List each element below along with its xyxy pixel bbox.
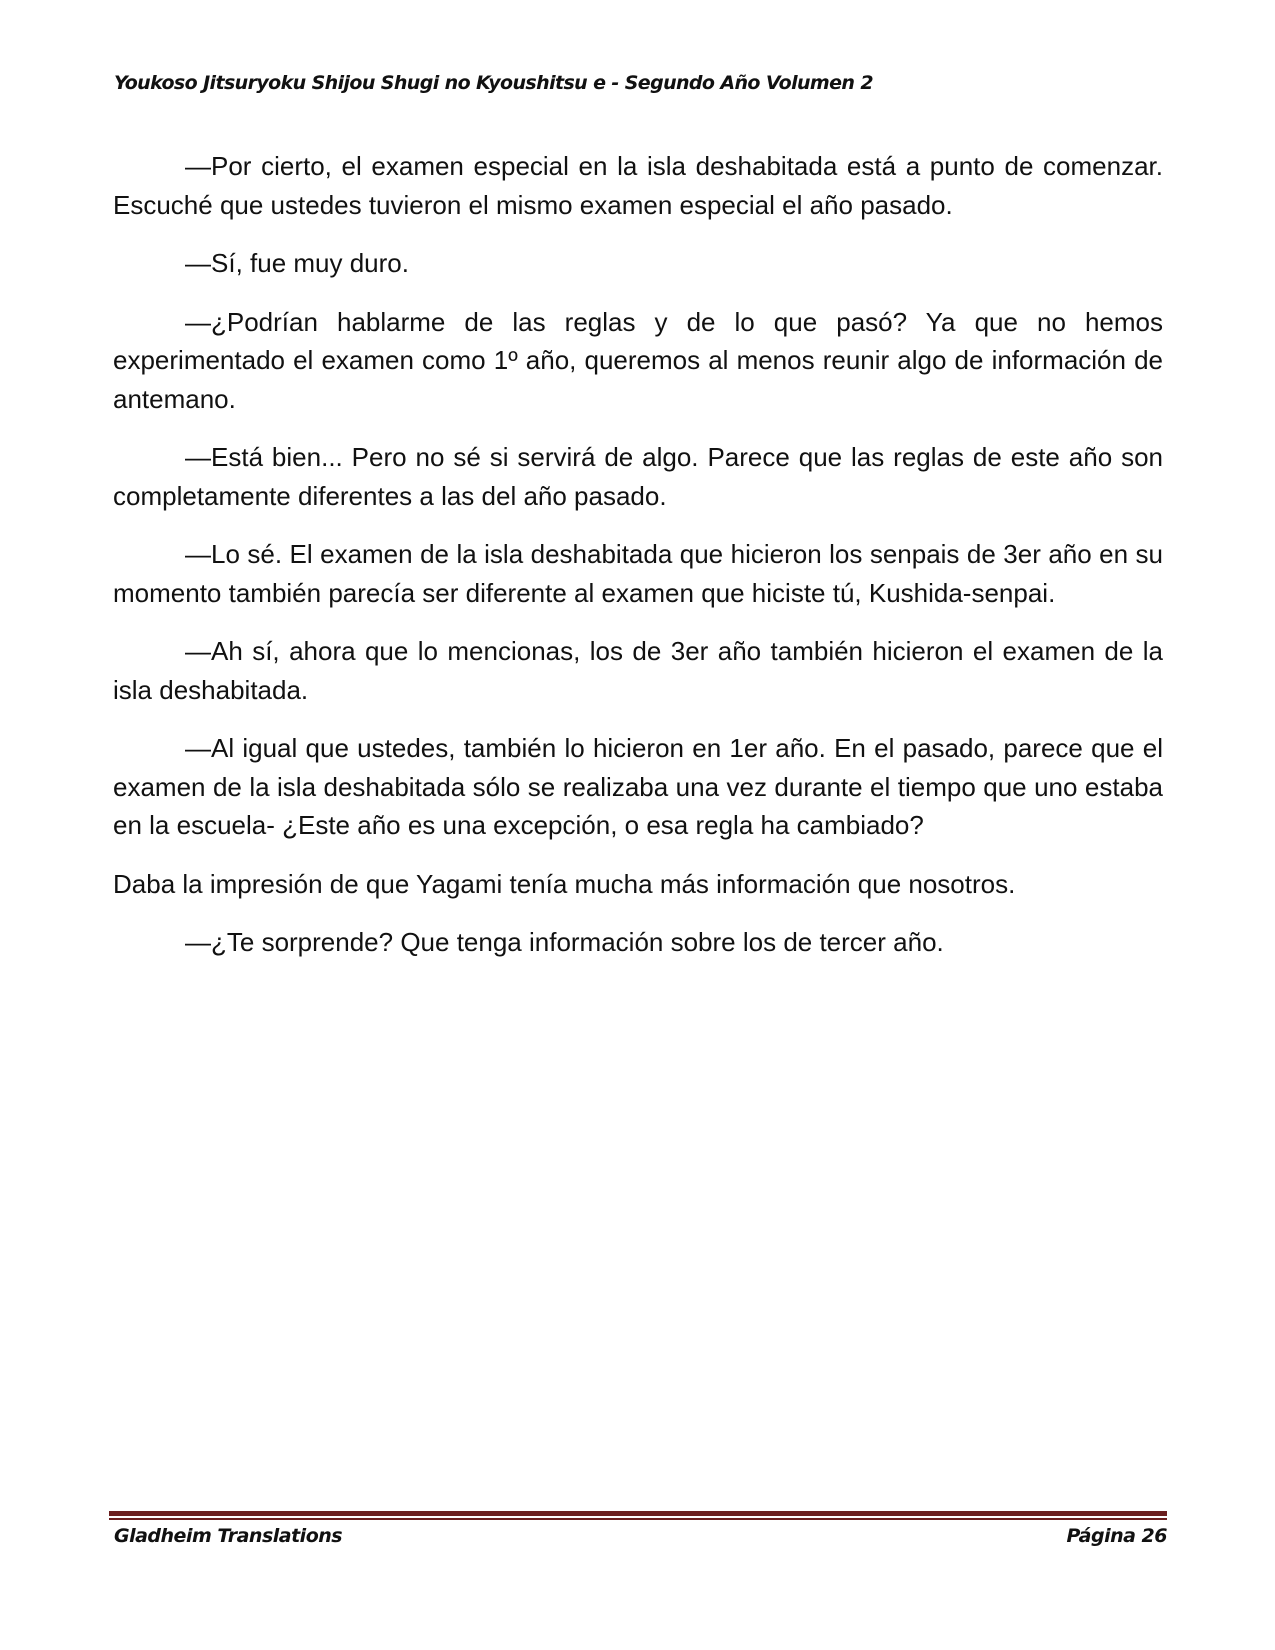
page-number: Página 26 bbox=[1066, 1525, 1167, 1547]
paragraph: Daba la impresión de que Yagami tenía mucha más información que nosotros. bbox=[113, 868, 1016, 899]
paragraph: —Sí, fue muy duro. bbox=[185, 248, 409, 278]
paragraph: —¿Podrían hablarme de las reglas y de lo que pasó? Ya que no hemos experimentado el examen como 1º año, queremos al menos reunir algo de información de antemano. bbox=[113, 306, 1163, 414]
page-header-title: Youkoso Jitsuryoku Shijou Shugi no Kyoushitsu e - Segundo Año Volumen 2 bbox=[114, 72, 873, 94]
paragraph: —Al igual que ustedes, también lo hicieron en 1er año. En el pasado, parece que el examen de la isla deshabitada sólo se realizaba una vez durante el tiempo que uno estaba en la escuela- ¿Este año es una excepción, o esa regla ha cambiado? bbox=[113, 733, 1163, 840]
footer-divider bbox=[109, 1511, 1167, 1521]
footer-divider-thin bbox=[109, 1518, 1167, 1520]
footer-credit: Gladheim Translations bbox=[114, 1525, 343, 1547]
paragraph: —Lo sé. El examen de la isla deshabitada que hicieron los senpais de 3er año en su momento también parecía ser diferente al examen que hiciste tú, Kushida-senpai. bbox=[113, 539, 1163, 608]
footer-divider-thick bbox=[109, 1511, 1167, 1516]
document-body bbox=[113, 147, 1163, 982]
paragraph: —Está bien... Pero no sé si servirá de algo. Parece que las reglas de este año son completamente diferentes a las del año pasado. bbox=[113, 442, 1163, 511]
paragraph: —Ah sí, ahora que lo mencionas, los de 3er año también hicieron el examen de la isla deshabitada. bbox=[113, 636, 1163, 705]
paragraph: —¿Te sorprende? Que tenga información sobre los de tercer año. bbox=[185, 927, 944, 957]
paragraph: —Por cierto, el examen especial en la isla deshabitada está a punto de comenzar. Escuché que ustedes tuvieron el mismo examen especial el año pasado. bbox=[113, 151, 1163, 220]
